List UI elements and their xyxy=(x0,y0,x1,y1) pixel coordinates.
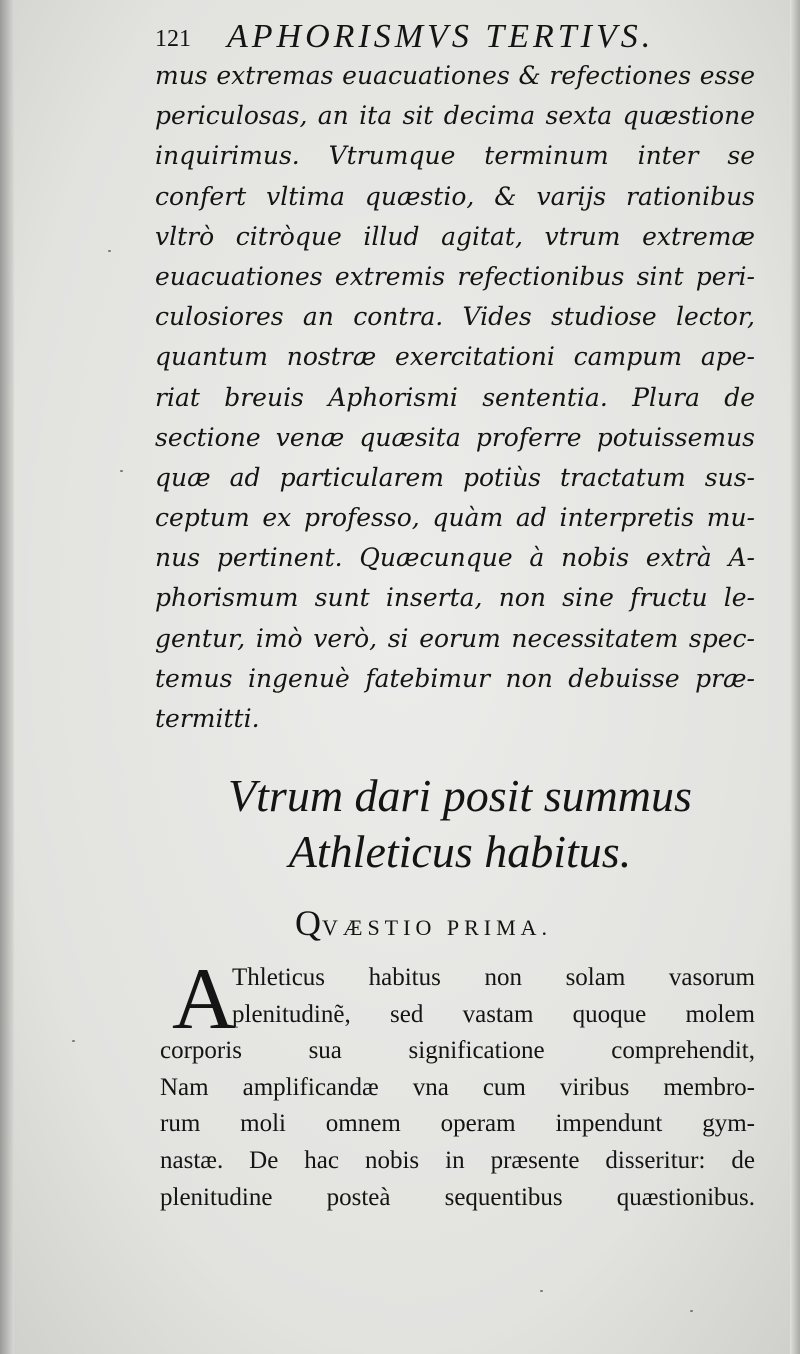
text-line: culosiores an contra. Vides studiose lector, xyxy=(155,302,755,332)
text-line: phorismum sunt inserta, non sine fructu le- xyxy=(155,583,755,613)
text-line: gentur, imò verò, si eorum necessitatem spec- xyxy=(155,623,755,653)
text-line: vltrò citròque illud agitat, vtrum extremæ xyxy=(155,221,755,251)
text-line: termitti. xyxy=(155,704,260,733)
italic-paragraph xyxy=(155,56,755,739)
text-line: euacuationes extremis refectionibus sint peri- xyxy=(155,261,755,291)
question-heading xyxy=(150,768,770,880)
text-line: periculosas, an ita sit decima sexta quæstione xyxy=(155,101,755,131)
text-line: quæ ad particularem potiùs tractatum sus- xyxy=(155,462,755,492)
page-right-shadow xyxy=(790,0,800,1354)
text-line: nastæ. De hac nobis in præsente disseritur: de xyxy=(160,1146,755,1174)
heading-line: Athleticus habitus. xyxy=(288,826,632,877)
running-head xyxy=(155,18,715,58)
text-line: temus ingenuè fatebimur non debuisse præ- xyxy=(155,663,755,693)
question-subheading xyxy=(295,902,635,944)
page-number: 121 xyxy=(155,26,191,52)
text-line: confert vltima quæstio, & varijs rationibus xyxy=(155,181,755,211)
text-line: riat breuis Aphorismi sententia. Plura de xyxy=(155,382,755,412)
subheading-text: VÆSTIO PRIMA. xyxy=(322,915,553,940)
paper-speck xyxy=(690,1310,693,1312)
body-paragraph xyxy=(160,951,755,1216)
text-line: plenitudine posteà sequentibus quæstionibus. xyxy=(160,1183,755,1211)
paper-speck xyxy=(120,470,123,472)
text-line: sectione venæ quæsita proferre potuissemus xyxy=(155,422,755,452)
text-line: inquirimus. Vtrumque terminum inter se xyxy=(155,141,755,171)
paper-speck xyxy=(72,1040,75,1042)
text-line: rum moli omnem operam impendunt gym- xyxy=(160,1110,755,1138)
heading-line: Vtrum dari posit summus xyxy=(228,770,692,821)
running-title: APHORISMVS TERTIVS. xyxy=(227,18,655,55)
text-line: Nam amplificandæ vna cum viribus membro- xyxy=(160,1073,755,1101)
drop-cap: A xyxy=(172,951,236,1048)
text-line: corporis sua significatione comprehendit, xyxy=(160,1037,755,1065)
page-left-shadow xyxy=(0,0,14,1354)
paper-speck xyxy=(540,1290,543,1292)
paper-speck xyxy=(108,250,111,252)
text-line: ceptum ex professo, quàm ad interpretis mu- xyxy=(155,503,755,533)
text-line: plenitudinẽ, sed vastam quoque molem xyxy=(232,1000,755,1028)
text-line: nus pertinent. Quæcunque à nobis extrà A- xyxy=(155,543,755,573)
text-line: mus extremas euacuationes & refectiones esse xyxy=(155,61,755,90)
subheading-initial: Q xyxy=(295,903,322,943)
text-line: quantum nostræ exercitationi campum ape- xyxy=(155,342,755,372)
text-line: Thleticus habitus non solam vasorum xyxy=(232,964,755,991)
